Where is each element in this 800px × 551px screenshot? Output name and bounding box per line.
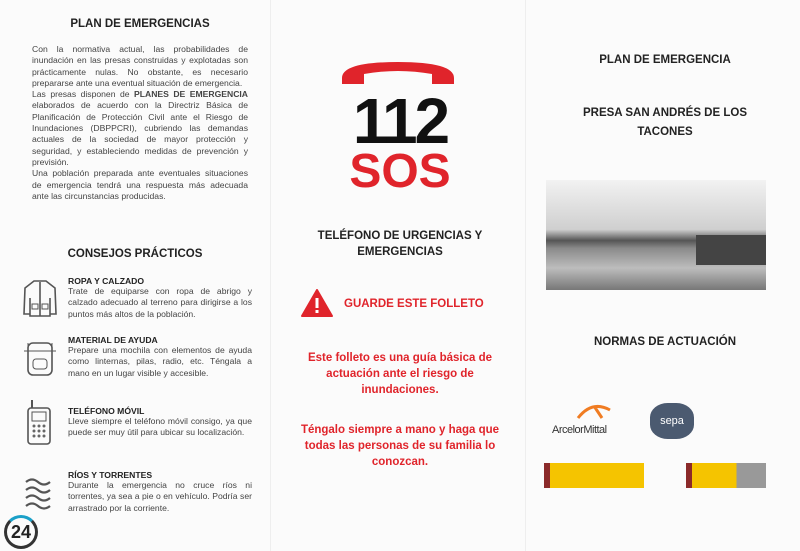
fold-line: [270, 0, 271, 551]
dam-photo: [546, 180, 766, 290]
dam-name: PRESA SAN ANDRÉS DE LOS TACONES: [582, 107, 747, 138]
waves-icon: [22, 472, 58, 512]
intro-text: [32, 44, 248, 202]
right-panel: [530, 0, 800, 551]
tips-title: CONSEJOS PRÁCTICOS: [67, 248, 203, 260]
info-paragraph: Téngalo siempre a mano y haga que todas las personas de su familia lo conozcan.: [300, 424, 500, 468]
tip-title: ROPA Y CALZADO: [68, 276, 145, 286]
tip-text: Trate de equiparse con ropa de abrigo y calzado adecuado al terreno para dirigirse a los puntos más altos de la población.: [68, 286, 252, 319]
jacket-icon: [22, 278, 58, 318]
plan-title: PLAN DE EMERGENCIAS: [70, 18, 210, 30]
mobile-phone-icon: [22, 398, 58, 446]
keep-brochure-text: GUARDE ESTE FOLLETO: [344, 298, 484, 310]
phone-title: TELÉFONO DE URGENCIAS Y EMERGENCIAS: [317, 230, 483, 258]
backpack-icon: [22, 337, 58, 377]
tip-text: Durante la emergencia no cruce ríos ni torrentes, ya sea a pie o en vehículo. Podría ser arrastrado por la corriente.: [68, 480, 252, 513]
rules-title: NORMAS DE ACTUACIÓN: [593, 336, 737, 348]
logo-text: ArcelorMittal: [552, 424, 607, 436]
tip-item: [22, 470, 252, 514]
tip-item: [22, 276, 252, 320]
watermark-logo: 24: [4, 515, 38, 549]
tip-text: Lleve siempre el teléfono móvil consigo, ya que puede ser muy útil para ubicar su localización.: [68, 416, 252, 438]
tip-title: MATERIAL DE AYUDA: [68, 335, 158, 345]
info-paragraph: Este folleto es una guía básica de actuación ante el riesgo de inundaciones.: [307, 352, 493, 396]
tip-title: RÍOS Y TORRENTES: [68, 470, 153, 480]
tip-item: [22, 406, 252, 439]
sepa-logo: sepa: [650, 403, 694, 439]
text: Las presas disponen de: [32, 89, 134, 100]
text: elaborados de acuerdo con la Directriz Básica de Planificación de Protección Civil ante el Riesgo de Inundaciones (DBPPCRI), cubriendo las demandas actuales de la sociedad de mayor protección y seguridad, y estableciendo medidas de prevención y previsión.: [32, 100, 248, 167]
government-logo: [686, 463, 766, 488]
paragraph: Una población preparada ante eventuales situaciones de emergencia tendrá una respuesta más adecuada ante las circunstancias producidas.: [32, 168, 248, 201]
tip-item: [22, 335, 252, 379]
paragraph: [32, 89, 248, 168]
government-logo: [544, 463, 644, 488]
arcelormittal-logo: [552, 400, 624, 440]
tip-title: TELÉFONO MÓVIL: [68, 406, 145, 416]
paragraph: Con la normativa actual, las probabilidades de inundación en las presas construidas y explotadas son prácticamente nulas. No obstante, es necesario prepararse ante una eventual situación de emergencia.: [32, 44, 248, 88]
cover-title: PLAN DE EMERGENCIA: [599, 54, 731, 66]
warning-icon: [300, 288, 334, 318]
fold-line: [525, 0, 526, 551]
emergency-number: 112: [352, 85, 448, 157]
sos-text: SOS: [349, 145, 451, 198]
text-bold: PLANES DE EMERGENCIA: [134, 89, 248, 100]
tip-text: Prepare una mochila con elementos de ayuda como linternas, pilas, radio, etc. Téngala a mano en un lugar visible y accesible.: [68, 345, 252, 378]
middle-panel: [280, 0, 520, 551]
